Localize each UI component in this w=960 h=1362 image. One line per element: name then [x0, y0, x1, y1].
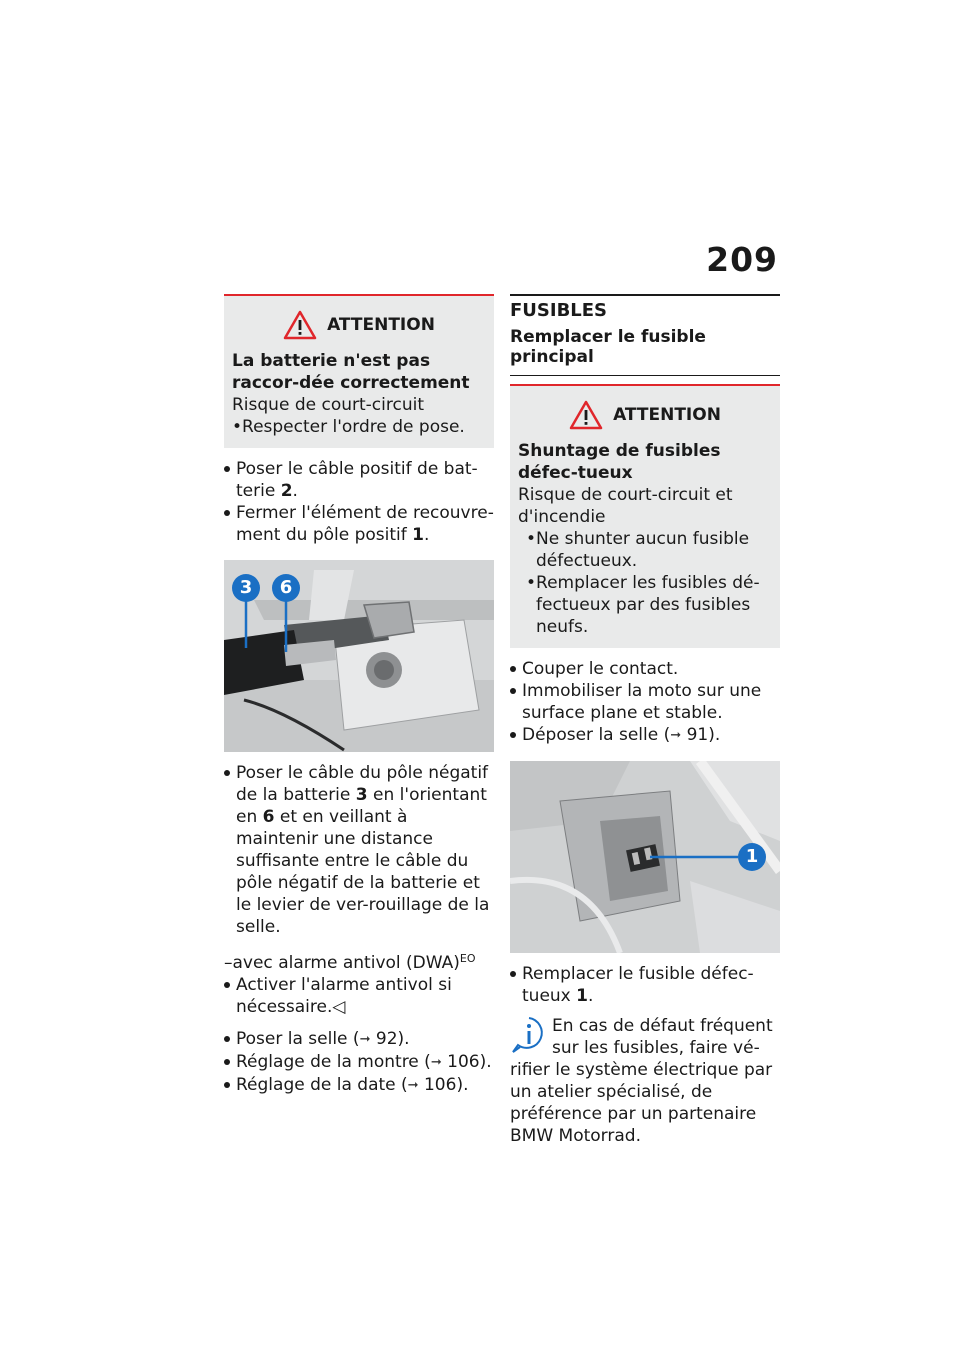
info-icon — [510, 1015, 548, 1055]
step-item: Poser le câble positif de bat-terie 2. — [224, 458, 494, 502]
page-ref-arrow-icon: ➞ — [670, 728, 682, 743]
warning-header — [232, 310, 486, 340]
steps-list — [224, 1028, 494, 1097]
steps-list — [224, 974, 494, 1018]
step-item: Poser la selle (➞ 92). — [224, 1028, 494, 1051]
warning-title: Shuntage de fusibles défec-tueux — [518, 441, 721, 483]
page-ref-arrow-icon: ➞ — [359, 1032, 371, 1047]
warning-triangle-icon — [283, 310, 317, 340]
condition-line: –avec alarme antivol (DWA)$^{EO}$ — [224, 952, 476, 973]
warning-item: • Respecter l'ordre de pose. — [232, 416, 486, 438]
warning-box-battery — [224, 294, 494, 448]
steps-list — [510, 658, 780, 747]
step-item: Activer l'alarme antivol si nécessaire.◁ — [224, 974, 494, 1018]
warning-header — [518, 400, 772, 430]
warning-label: ATTENTION — [327, 315, 435, 335]
step-item: Déposer la selle (➞ 91). — [510, 724, 780, 747]
callout-label-1: 1 — [745, 846, 759, 867]
step-item: Réglage de la montre (➞ 106). — [224, 1051, 494, 1074]
warning-risk: Risque de court-circuit — [232, 395, 424, 415]
page-ref-arrow-icon: ➞ — [407, 1078, 419, 1093]
battery-terminal-image — [224, 560, 494, 752]
warning-triangle-icon — [569, 400, 603, 430]
right-column — [510, 294, 780, 1147]
step-item: Remplacer le fusible défec-tueux 1. — [510, 963, 780, 1007]
warning-risk: Risque de court-circuit et d'incendie — [518, 485, 733, 527]
warning-item: • Ne shunter aucun fusible défectueux. — [518, 528, 772, 572]
section-title: FUSIBLES — [510, 294, 780, 321]
step-item: Immobiliser la moto sur une surface plane et stable. — [510, 680, 780, 724]
step-item: Fermer l'élément de recouvre-ment du pôle positif 1. — [224, 502, 494, 546]
callout-label-3: 3 — [239, 577, 253, 598]
warning-list — [518, 528, 772, 638]
warning-item: • Remplacer les fusibles dé-fectueux par des fusibles neufs. — [518, 572, 772, 638]
callout-label-6: 6 — [279, 577, 293, 598]
fuse-image — [510, 761, 780, 953]
steps-list — [224, 762, 494, 938]
steps-list — [224, 458, 494, 546]
left-column — [224, 294, 494, 1097]
warning-box-fuses — [510, 384, 780, 648]
page-number: 209 — [706, 240, 778, 279]
step-item: Réglage de la date (➞ 106). — [224, 1074, 494, 1097]
info-note: En cas de défaut fréquent sur les fusibles, faire vé-rifier le système électrique par un atelier spécialisé, de préférence par un partenaire BMW Motorrad. — [510, 1016, 773, 1146]
steps-list — [510, 963, 780, 1007]
step-item: Poser le câble du pôle négatif de la batterie 3 en l'orientant en 6 et en veillant à maintenir une distance suffisante entre le câble du pôle négatif de la batterie et le levier de ver-rouillage de la selle. — [224, 762, 494, 938]
page-ref-arrow-icon: ➞ — [430, 1055, 442, 1070]
warning-title: La batterie n'est pas raccor-dée correctement — [232, 351, 470, 393]
step-item: Couper le contact. — [510, 658, 780, 680]
warning-label: ATTENTION — [613, 405, 721, 425]
section-subtitle: Remplacer le fusible principal — [510, 321, 780, 376]
fuse-illustration — [510, 761, 780, 953]
battery-illustration — [224, 560, 494, 752]
warning-list — [232, 416, 486, 438]
